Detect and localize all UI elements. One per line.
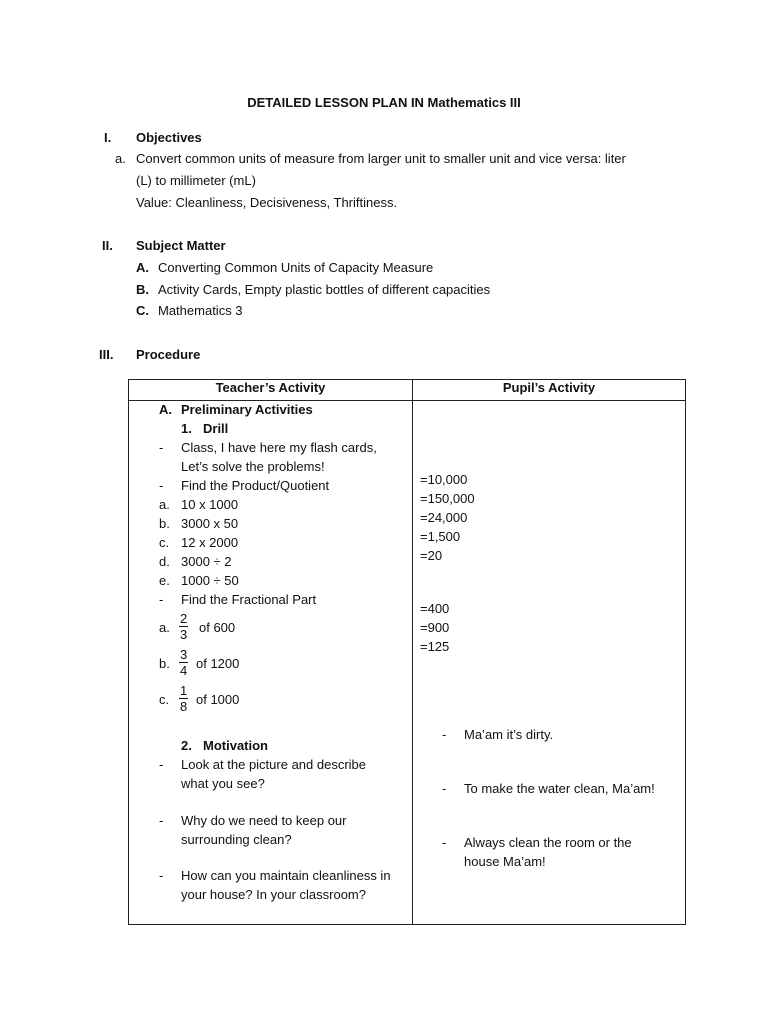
fraction-letter: a. <box>159 620 170 635</box>
teacher-activity-cell <box>129 401 413 925</box>
problem-letter: a. <box>159 497 170 512</box>
product-answer: =20 <box>420 548 443 563</box>
problem-text: 10 x 1000 <box>181 497 239 512</box>
fraction-numerator: 1 <box>180 683 188 698</box>
product-answer: =24,000 <box>420 510 468 525</box>
objectives-numeral: I. <box>104 130 112 145</box>
fraction-2-3 <box>179 611 188 642</box>
fraction-numerator: 2 <box>180 611 188 626</box>
page-title: DETAILED LESSON PLAN IN Mathematics III <box>247 95 521 110</box>
subject-item-letter: C. <box>136 303 149 318</box>
bullet-dash: - <box>159 757 164 772</box>
pupil-activity-cell <box>413 401 686 925</box>
procedure-numeral: III. <box>99 347 114 362</box>
question-1-line-2: what you see? <box>181 776 265 791</box>
find-fraction-label: Find the Fractional Part <box>181 592 317 607</box>
prelim-letter: A. <box>159 402 172 417</box>
pupil-activity-header: Pupil’s Activity <box>413 380 686 401</box>
find-product-label: Find the Product/Quotient <box>181 478 330 493</box>
problem-letter: e. <box>159 573 170 588</box>
question-2-line-2: surrounding clean? <box>181 832 292 847</box>
product-answer: =10,000 <box>420 472 468 487</box>
bullet-dash: - <box>159 813 164 828</box>
problem-letter: c. <box>159 535 170 550</box>
problem-text: 1000 ÷ 50 <box>181 573 239 588</box>
problem-text: 12 x 2000 <box>181 535 239 550</box>
procedure-heading: Procedure <box>136 347 201 362</box>
bullet-dash: - <box>442 835 447 850</box>
drill-number: 1. <box>181 421 192 436</box>
teacher-activity-header: Teacher’s Activity <box>129 380 413 401</box>
bullet-dash: - <box>159 478 164 493</box>
prelim-heading: Preliminary Activities <box>181 402 313 417</box>
pupil-answer-3-line-1: Always clean the room or the <box>464 835 632 850</box>
objectives-heading: Objectives <box>136 130 202 145</box>
objective-line-1: Convert common units of measure from larger unit to smaller unit and vice versa: liter <box>136 151 626 166</box>
product-answer: =150,000 <box>420 491 475 506</box>
activity-table <box>128 379 686 925</box>
subject-item-text: Mathematics 3 <box>158 303 243 318</box>
drill-line-2: Let’s solve the problems! <box>181 459 325 474</box>
fraction-letter: b. <box>159 656 170 671</box>
pupil-answer-2: To make the water clean, Ma’am! <box>464 781 655 796</box>
fraction-1-8 <box>179 683 188 714</box>
question-2-line-1: Why do we need to keep our <box>181 813 347 828</box>
subject-item-text: Activity Cards, Empty plastic bottles of different capacities <box>158 282 491 297</box>
fraction-denominator: 3 <box>180 627 188 642</box>
question-1-line-1: Look at the picture and describe <box>181 757 367 772</box>
fraction-answer: =125 <box>420 639 450 654</box>
objective-value: Value: Cleanliness, Decisiveness, Thriftiness. <box>136 195 398 210</box>
subject-matter-heading: Subject Matter <box>136 238 226 253</box>
question-3-line-2: your house? In your classroom? <box>181 887 366 902</box>
subject-item-text: Converting Common Units of Capacity Measure <box>158 260 434 275</box>
bullet-dash: - <box>159 592 164 607</box>
fraction-answer: =400 <box>420 601 450 616</box>
fraction-answer: =900 <box>420 620 450 635</box>
subject-item-letter: B. <box>136 282 149 297</box>
pupil-answer-1: Ma’am it’s dirty. <box>464 727 554 742</box>
bullet-dash: - <box>159 868 164 883</box>
product-answer: =1,500 <box>420 529 461 544</box>
fraction-text: of 600 <box>199 620 236 635</box>
subject-matter-numeral: II. <box>102 238 113 253</box>
drill-heading: Drill <box>203 421 229 436</box>
bullet-dash: - <box>159 440 164 455</box>
problem-letter: d. <box>159 554 170 569</box>
motivation-number: 2. <box>181 738 192 753</box>
bullet-dash: - <box>442 781 447 796</box>
objective-line-2: (L) to millimeter (mL) <box>136 173 256 188</box>
fraction-denominator: 8 <box>180 699 188 714</box>
fraction-text: of 1000 <box>196 692 240 707</box>
question-3-line-1: How can you maintain cleanliness in <box>181 868 391 883</box>
fraction-letter: c. <box>159 692 170 707</box>
subject-item-letter: A. <box>136 260 149 275</box>
fraction-3-4 <box>179 647 188 678</box>
fraction-numerator: 3 <box>180 647 188 662</box>
problem-text: 3000 x 50 <box>181 516 239 531</box>
fraction-text: of 1200 <box>196 656 240 671</box>
fraction-denominator: 4 <box>180 663 188 678</box>
pupil-answer-3-line-2: house Ma’am! <box>464 854 546 869</box>
bullet-dash: - <box>442 727 447 742</box>
drill-line-1: Class, I have here my flash cards, <box>181 440 377 455</box>
objective-letter: a. <box>115 151 126 166</box>
problem-text: 3000 ÷ 2 <box>181 554 232 569</box>
motivation-heading: Motivation <box>203 738 268 753</box>
problem-letter: b. <box>159 516 170 531</box>
